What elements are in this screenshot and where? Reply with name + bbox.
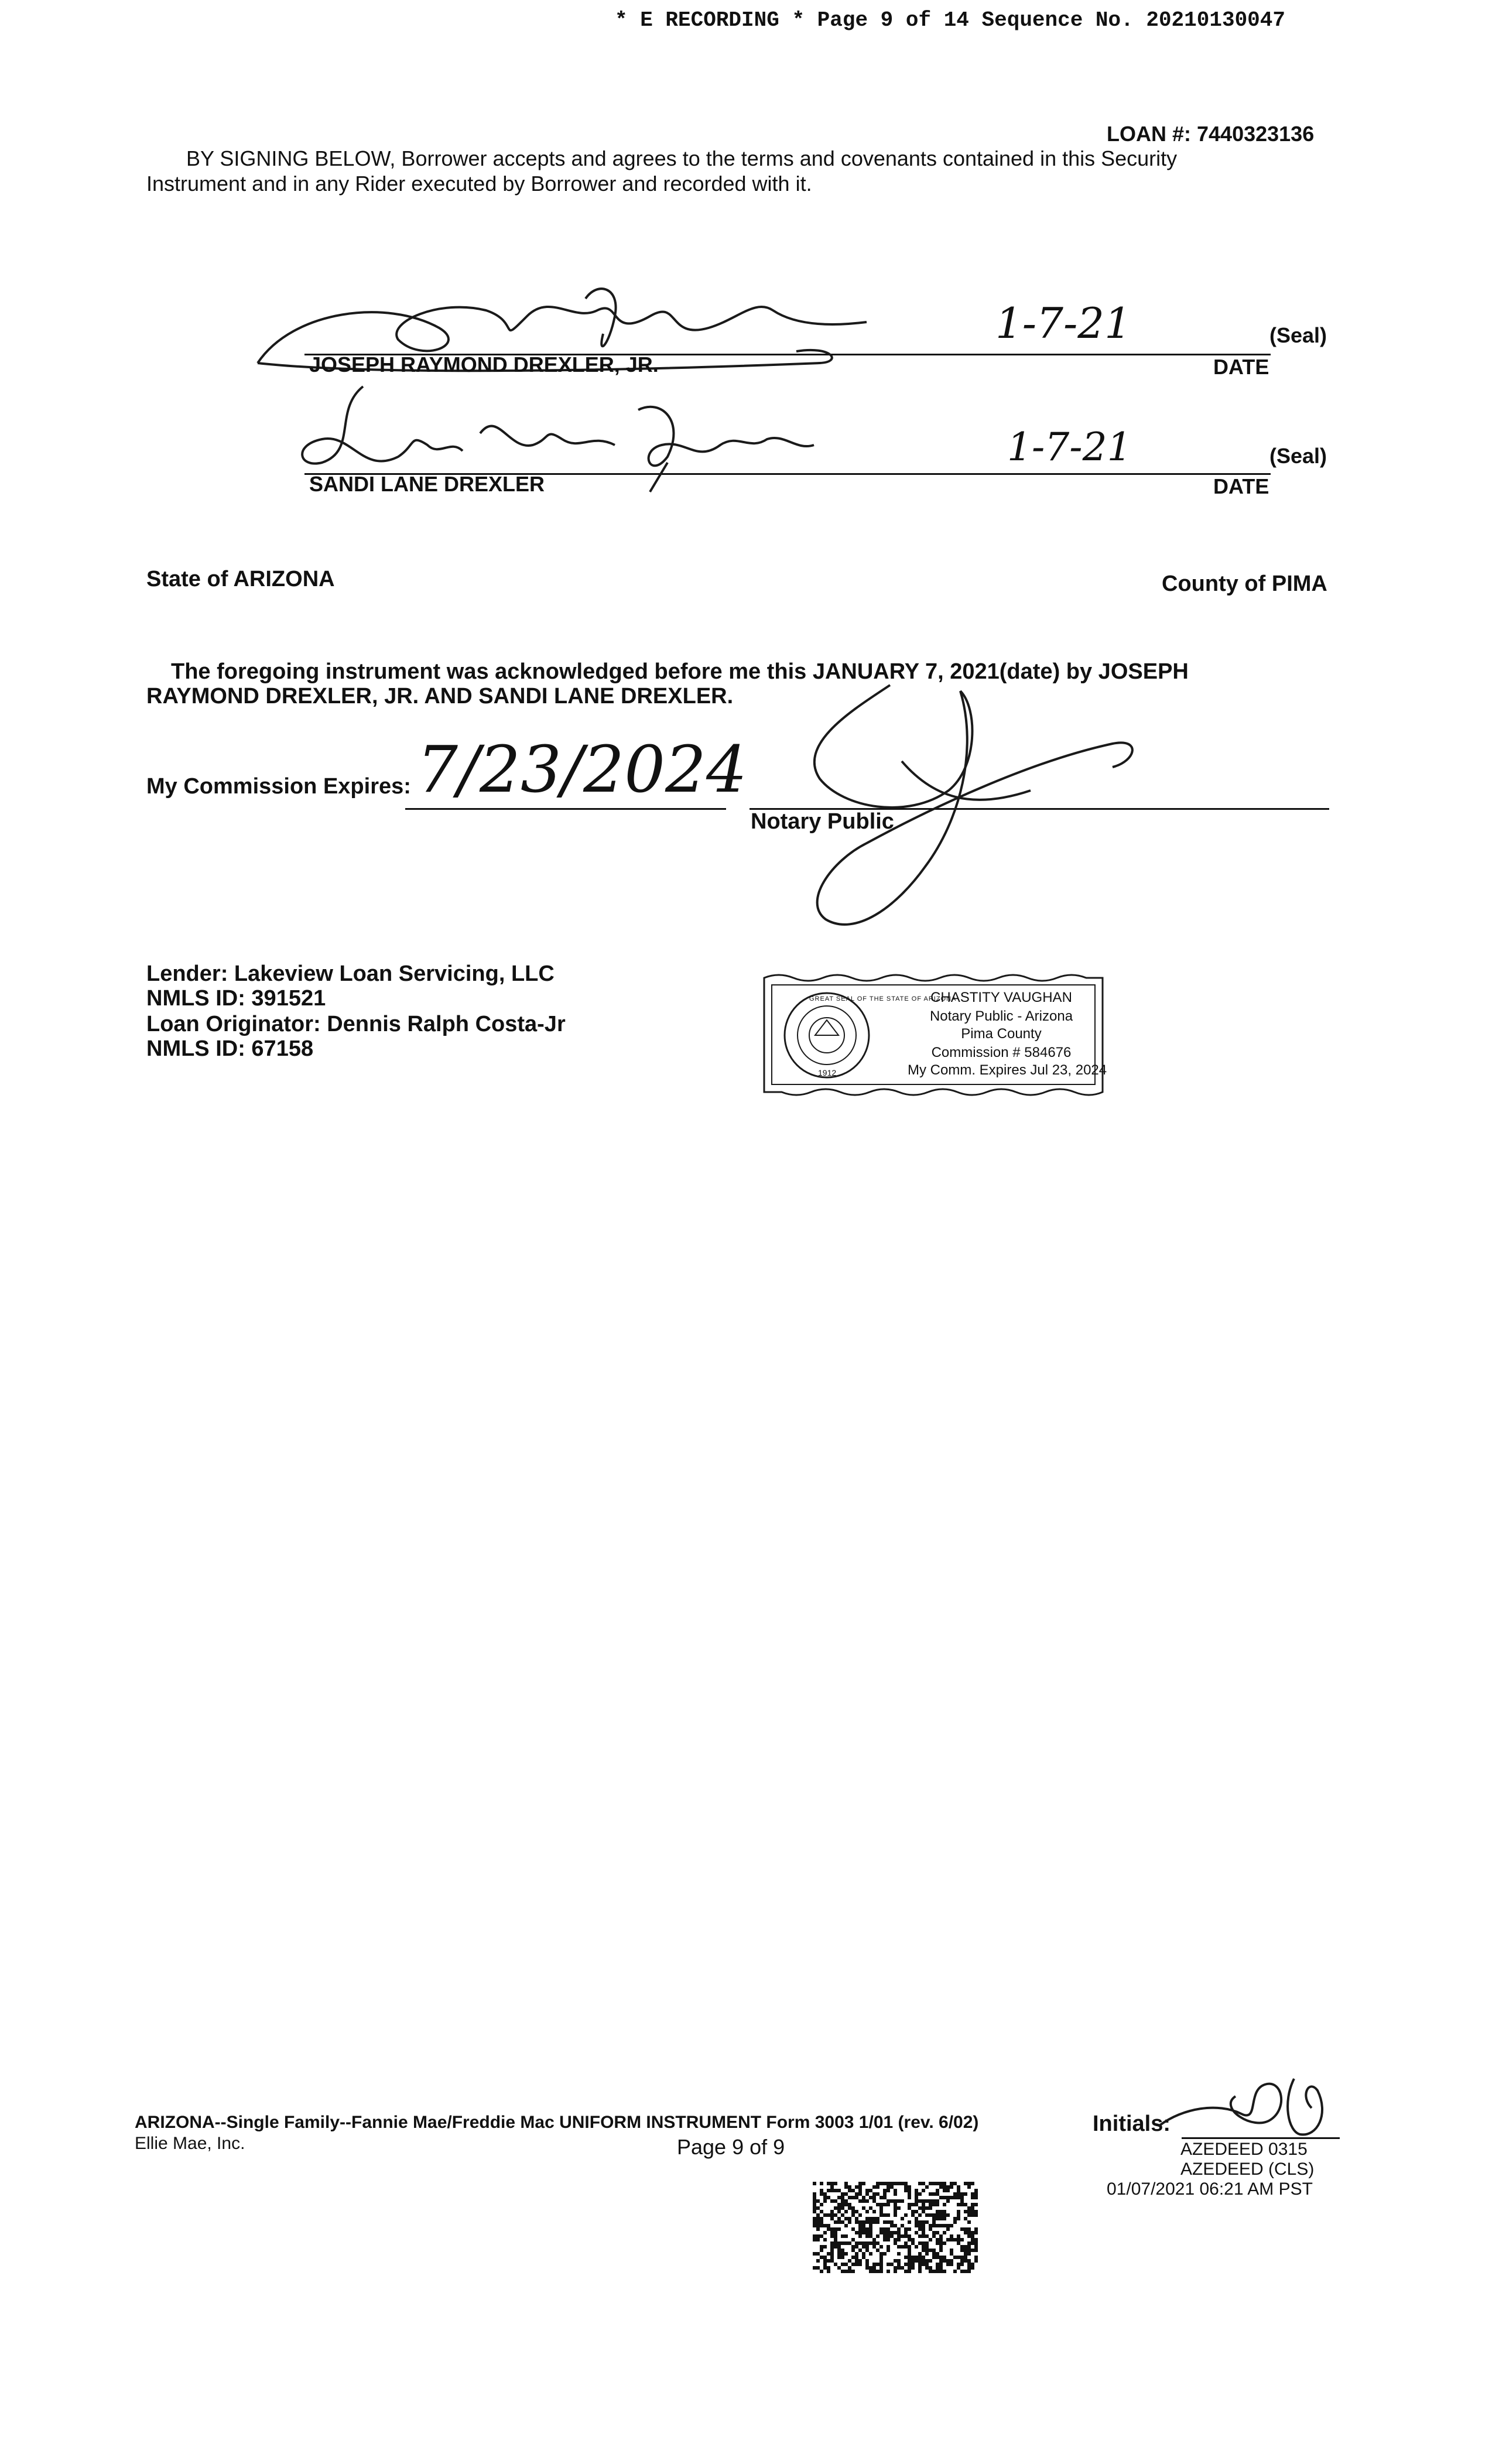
lender-name: Lender: Lakeview Loan Servicing, LLC [146, 961, 555, 986]
timestamp: 01/07/2021 06:21 AM PST [1107, 2179, 1313, 2199]
seal-label-1: (Seal) [1269, 323, 1327, 347]
originator-nmls: NMLS ID: 67158 [146, 1036, 314, 1061]
stamp-commission: Commission # 584676 [931, 1045, 1072, 1060]
loan-number: LOAN #: 7440323136 [1107, 122, 1315, 146]
seal-ring-text: GREAT SEAL OF THE STATE OF ARIZONA [809, 995, 957, 1002]
handwritten-date-2: 1-7-21 [1007, 425, 1132, 470]
publisher: Ellie Mae, Inc. [135, 2134, 245, 2153]
initials-signatures [1148, 2067, 1347, 2143]
state-label: State of ARIZONA [146, 567, 335, 591]
form-line: ARIZONA--Single Family--Fannie Mae/Freddie Mac UNIFORM INSTRUMENT Form 3003 1/01 (rev. 6/02) [135, 2113, 979, 2132]
handwritten-date-1: 1-7-21 [995, 299, 1131, 348]
stamp-county: Pima County [961, 1026, 1042, 1042]
notary-stamp [761, 972, 1106, 1101]
borrower-name-2: SANDI LANE DREXLER [309, 472, 545, 496]
code-line-2: AZEDEED (CLS) [1180, 2160, 1315, 2179]
stamp-expires: My Comm. Expires Jul 23, 2024 [908, 1062, 1107, 1078]
barcode [813, 2182, 980, 2275]
intro-line-2: Instrument and in any Rider executed by Borrower and recorded with it. [146, 172, 812, 196]
page-number: Page 9 of 9 [677, 2135, 785, 2159]
county-label: County of PIMA [1162, 571, 1327, 596]
commission-line [405, 808, 726, 810]
commission-label: My Commission Expires: [146, 774, 411, 799]
borrower-name-1: JOSEPH RAYMOND DREXLER, JR. [309, 353, 659, 377]
acknowledgment-line-1: The foregoing instrument was acknowledged before me this JANUARY 7, 2021(date) by JOSEPH [171, 659, 1189, 684]
code-line-1: AZEDEED 0315 [1180, 2140, 1308, 2159]
notary-public-label: Notary Public [751, 809, 894, 834]
recording-header: * E RECORDING * Page 9 of 14 Sequence No. 20210130047 [615, 8, 1285, 32]
commission-date-handwritten: 7/23/2024 [417, 732, 748, 807]
loan-originator: Loan Originator: Dennis Ralph Costa-Jr [146, 1012, 566, 1036]
stamp-name: CHASTITY VAUGHAN [930, 990, 1072, 1005]
notary-signature [785, 673, 1148, 943]
stamp-title: Notary Public - Arizona [929, 1008, 1073, 1024]
date-label-1: DATE [1213, 355, 1269, 379]
acknowledgment-line-2: RAYMOND DREXLER, JR. AND SANDI LANE DREXLER. [146, 684, 734, 709]
seal-year: 1912 [818, 1068, 837, 1077]
date-label-2: DATE [1213, 474, 1269, 498]
intro-line-1: BY SIGNING BELOW, Borrower accepts and agrees to the terms and covenants contained in this Security [186, 146, 1178, 170]
initials-label: Initials: [1093, 2111, 1171, 2136]
seal-label-2: (Seal) [1269, 444, 1327, 468]
lender-nmls: NMLS ID: 391521 [146, 986, 326, 1011]
